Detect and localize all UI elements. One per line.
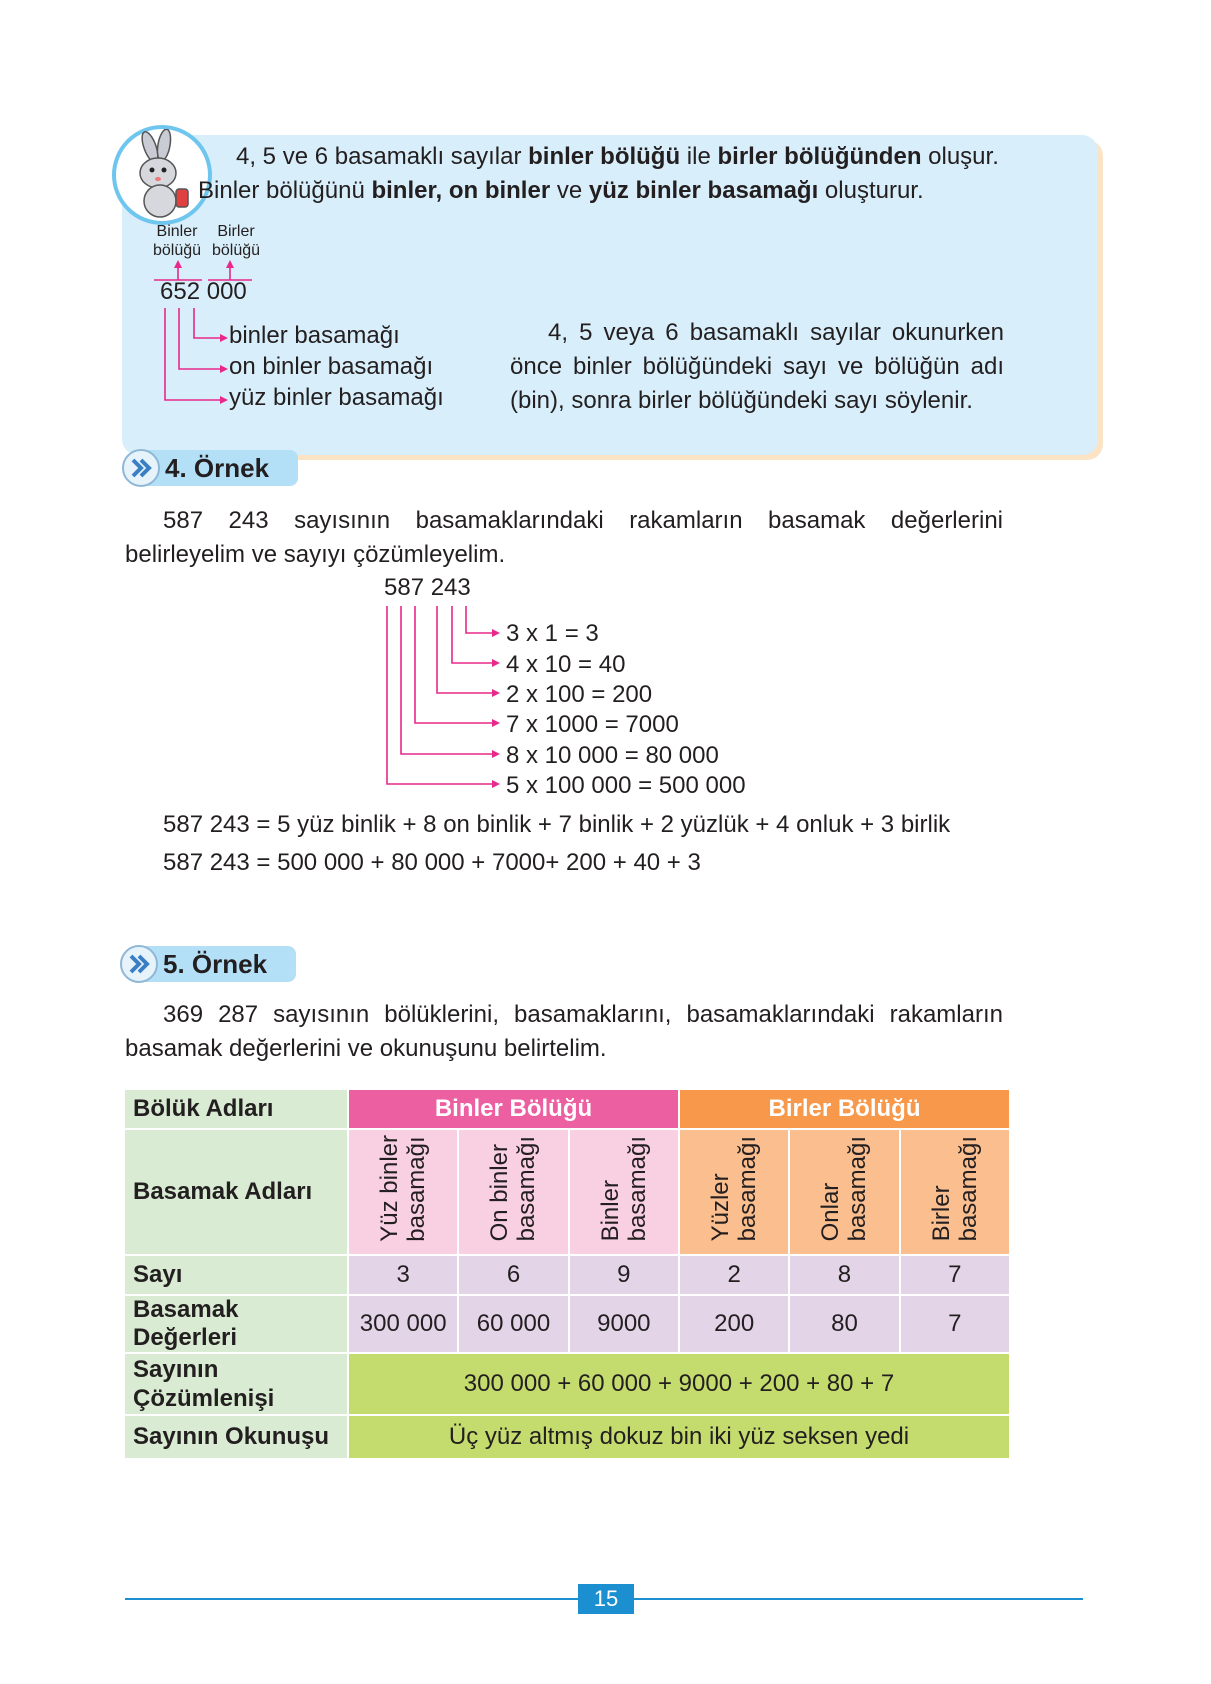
digit-cell: 7 bbox=[901, 1256, 1009, 1294]
step-1: 3 x 1 = 3 bbox=[506, 620, 599, 647]
table-row bbox=[125, 1130, 1009, 1254]
row-label: Bölük Adları bbox=[125, 1090, 347, 1128]
reading-rule-text: 4, 5 veya 6 basamaklı sayılar okunurken önce binler bölüğündeki sayı ve bölüğün adı (bin), sonra birler bölüğündeki sayı söylenir. bbox=[510, 319, 1004, 414]
step-3: 2 x 100 = 200 bbox=[506, 681, 653, 708]
example-4-title: 4. Örnek bbox=[165, 453, 270, 483]
digit-cell: 6 bbox=[459, 1256, 567, 1294]
page-number: 15 bbox=[578, 1584, 634, 1614]
digit-cell: 9 bbox=[570, 1256, 678, 1294]
digit-expansion-arrows bbox=[380, 600, 510, 800]
place-name-cell: Yüzler basamağı bbox=[680, 1130, 788, 1254]
table-row bbox=[125, 1256, 1009, 1294]
label-binler-basamagi: binler basamağı bbox=[229, 322, 400, 349]
equation-1: 587 243 = 5 yüz binlik + 8 on binlik + 7 binlik + 2 yüzlük + 4 onluk + 3 birlik bbox=[163, 811, 951, 838]
example-5-title: 5. Örnek bbox=[163, 949, 268, 979]
expansion-cell: 300 000 + 60 000 + 9000 + 200 + 80 + 7 bbox=[349, 1354, 1009, 1414]
equation-2: 587 243 = 500 000 + 80 000 + 7000+ 200 + 40 + 3 bbox=[163, 849, 701, 876]
row-label: Sayının Çözümlenişi bbox=[125, 1354, 347, 1414]
example-5-intro: 369 287 sayısının bölüklerini, basamaklarını, basamaklarındaki rakamların basamak değerlerini ve okunuşunu belirtelim. bbox=[125, 1001, 1003, 1062]
place-name-cell: Yüz binler basamağı bbox=[349, 1130, 457, 1254]
digit-cell: 3 bbox=[349, 1256, 457, 1294]
info-paragraph: 4, 5 ve 6 basamaklı sayılar binler bölüğü ile birler bölüğünden oluşur. Binler bölüğünü binler, on binler ve yüz binler basamağı oluşturur. bbox=[198, 143, 999, 204]
value-cell: 200 bbox=[680, 1296, 788, 1352]
step-4: 7 x 1000 = 7000 bbox=[506, 711, 679, 738]
label-on-binler-basamagi: on binler basamağı bbox=[229, 353, 434, 380]
step-5: 8 x 10 000 = 80 000 bbox=[506, 742, 719, 769]
label-birler-boluk: Birler bölüğü bbox=[211, 223, 261, 259]
place-name-cell: Binler basamağı bbox=[570, 1130, 678, 1254]
label-binler-boluk: Binler bölüğü bbox=[152, 223, 202, 259]
example-4-number: 587 243 bbox=[384, 574, 471, 601]
place-name-cell: Onlar basamağı bbox=[790, 1130, 898, 1254]
value-cell: 7 bbox=[901, 1296, 1009, 1352]
label-yuz-binler-basamagi: yüz binler basamağı bbox=[229, 384, 444, 411]
place-name-cell: Birler basamağı bbox=[901, 1130, 1009, 1254]
row-label: Sayının Okunuşu bbox=[125, 1416, 347, 1458]
digit-cell: 2 bbox=[680, 1256, 788, 1294]
row-label: Basamak Değerleri bbox=[125, 1296, 347, 1352]
place-value-table bbox=[123, 1088, 1011, 1460]
value-cell: 80 bbox=[790, 1296, 898, 1352]
table-row bbox=[125, 1296, 1009, 1352]
reading-cell: Üç yüz altmış dokuz bin iki yüz seksen yedi bbox=[349, 1416, 1009, 1458]
double-chevron-icon bbox=[122, 449, 160, 487]
value-cell: 300 000 bbox=[349, 1296, 457, 1352]
row-label: Sayı bbox=[125, 1256, 347, 1294]
example-number-652000: 652 000 bbox=[160, 278, 247, 305]
example-4-intro: 587 243 sayısının basamaklarındaki rakamların basamak değerlerini belirleyelim ve sayıyı çözümleyelim. bbox=[125, 507, 1003, 568]
binler-boluk-header: Binler Bölüğü bbox=[349, 1090, 678, 1128]
place-name-cell: On binler basamağı bbox=[459, 1130, 567, 1254]
double-chevron-icon bbox=[120, 945, 158, 983]
row-label: Basamak Adları bbox=[125, 1130, 347, 1254]
step-2: 4 x 10 = 40 bbox=[506, 651, 626, 678]
value-cell: 60 000 bbox=[459, 1296, 567, 1352]
table-row bbox=[125, 1416, 1009, 1458]
digit-cell: 8 bbox=[790, 1256, 898, 1294]
birler-boluk-header: Birler Bölüğü bbox=[680, 1090, 1009, 1128]
rabbit-mascot-icon bbox=[112, 125, 212, 225]
table-row bbox=[125, 1090, 1009, 1128]
table-row bbox=[125, 1354, 1009, 1414]
step-6: 5 x 100 000 = 500 000 bbox=[506, 772, 746, 799]
value-cell: 9000 bbox=[570, 1296, 678, 1352]
